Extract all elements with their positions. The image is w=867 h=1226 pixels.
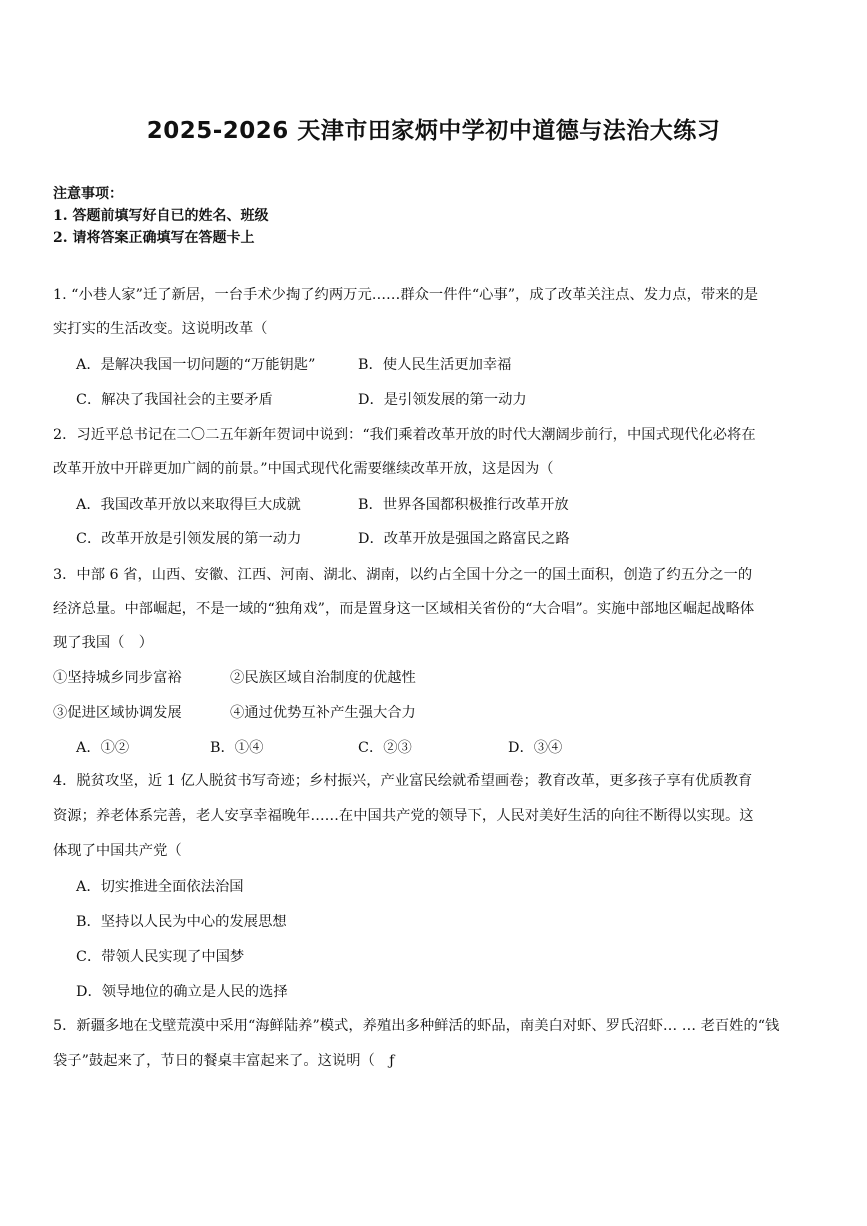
- question-3-line-1: 3．中部 6 省，山西、安徽、江西、河南、湖北、湖南，以约占全国十分之一的国土面积，创造了约五分之一的: [53, 567, 753, 583]
- question-3-statement-4: ④通过优势互补产生强大合力: [230, 705, 416, 721]
- question-3-statement-2: ②民族区域自治制度的优越性: [230, 670, 416, 686]
- question-3-statement-1: ①坚持城乡同步富裕: [53, 670, 182, 686]
- question-3-option-d: D．③④: [508, 740, 563, 756]
- question-4-line-3: 体现了中国共产党（: [53, 843, 182, 859]
- question-3-statement-3: ③促进区域协调发展: [53, 705, 182, 721]
- question-2-option-b: B．世界各国都积极推行改革开放: [358, 497, 569, 513]
- question-1-option-a: A．是解决我国一切问题的“万能钥匙”: [76, 357, 316, 373]
- question-3-option-a: A．①②: [76, 740, 130, 756]
- question-4-option-c: C．带领人民实现了中国梦: [76, 949, 245, 965]
- question-4-option-b: B．坚持以人民为中心的发展思想: [76, 914, 287, 930]
- question-3-line-2: 经济总量。中部崛起，不是一域的“独角戏”，而是置身这一区域相关省份的“大合唱”。实施中部地区崛起战略体: [53, 601, 755, 617]
- notes-heading: 注意事项：: [53, 186, 123, 202]
- question-2-line-2: 改革开放中开辟更加广阔的前景。”中国式现代化需要继续改革开放，这是因为（: [53, 461, 554, 477]
- question-4-line-2: 资源；养老体系完善，老人安享幸福晚年……在中国共产党的领导下，人民对美好生活的向往不断得以实现。这: [53, 808, 754, 824]
- question-4-line-1: 4．脱贫攻坚，近 1 亿人脱贫书写奇迹；乡村振兴，产业富民绘就希望画卷；教育改革，更多孩子享有优质教育: [53, 773, 753, 789]
- question-3-option-c: C．②③: [358, 740, 412, 756]
- question-1-option-c: C．解决了我国社会的主要矛盾: [76, 392, 273, 408]
- question-1-line-1: 1. “小巷人家”迁了新居，一台手术少掏了约两万元……群众一件件“心事”，成了改革关注点、发力点，带来的是: [53, 287, 759, 303]
- question-2-line-1: 2．习近平总书记在二〇二五年新年贺词中说到：“我们乘着改革开放的时代大潮阔步前行，中国式现代化必将在: [53, 427, 756, 443]
- question-4-option-d: D．领导地位的确立是人民的选择: [76, 984, 288, 1000]
- question-1-option-b: B．使人民生活更加幸福: [358, 357, 512, 373]
- page-title: 2025-2026 天津市田家炳中学初中道德与法治大练习: [146, 118, 721, 144]
- notes-item: 2. 请将答案正确填写在答题卡上: [53, 230, 255, 246]
- question-3-option-b: B．①④: [210, 740, 264, 756]
- question-4-option-a: A．切实推进全面依法治国: [76, 879, 244, 895]
- question-1-option-d: D．是引领发展的第一动力: [358, 392, 527, 408]
- question-5-line-1: 5．新疆多地在戈壁荒漠中采用“海鲜陆养”模式，养殖出多种鲜活的虾品，南美白对虾、罗氏沼虾… … 老百姓的“钱: [53, 1018, 780, 1034]
- question-2-option-c: C．改革开放是引领发展的第一动力: [76, 531, 302, 547]
- notes-section: [53, 183, 269, 249]
- question-5-line-2: 袋子”鼓起来了，节日的餐桌丰富起来了。这说明（ ƒ: [53, 1053, 395, 1069]
- notes-item: 1. 答题前填写好自已的姓名、班级: [53, 208, 269, 224]
- question-2-option-a: A．我国改革开放以来取得巨大成就: [76, 497, 301, 513]
- question-2-option-d: D．改革开放是强国之路富民之路: [358, 531, 570, 547]
- question-1-line-2: 实打实的生活改变。这说明改革（: [53, 321, 268, 337]
- question-3-line-3: 现了我国（ ）: [53, 635, 154, 651]
